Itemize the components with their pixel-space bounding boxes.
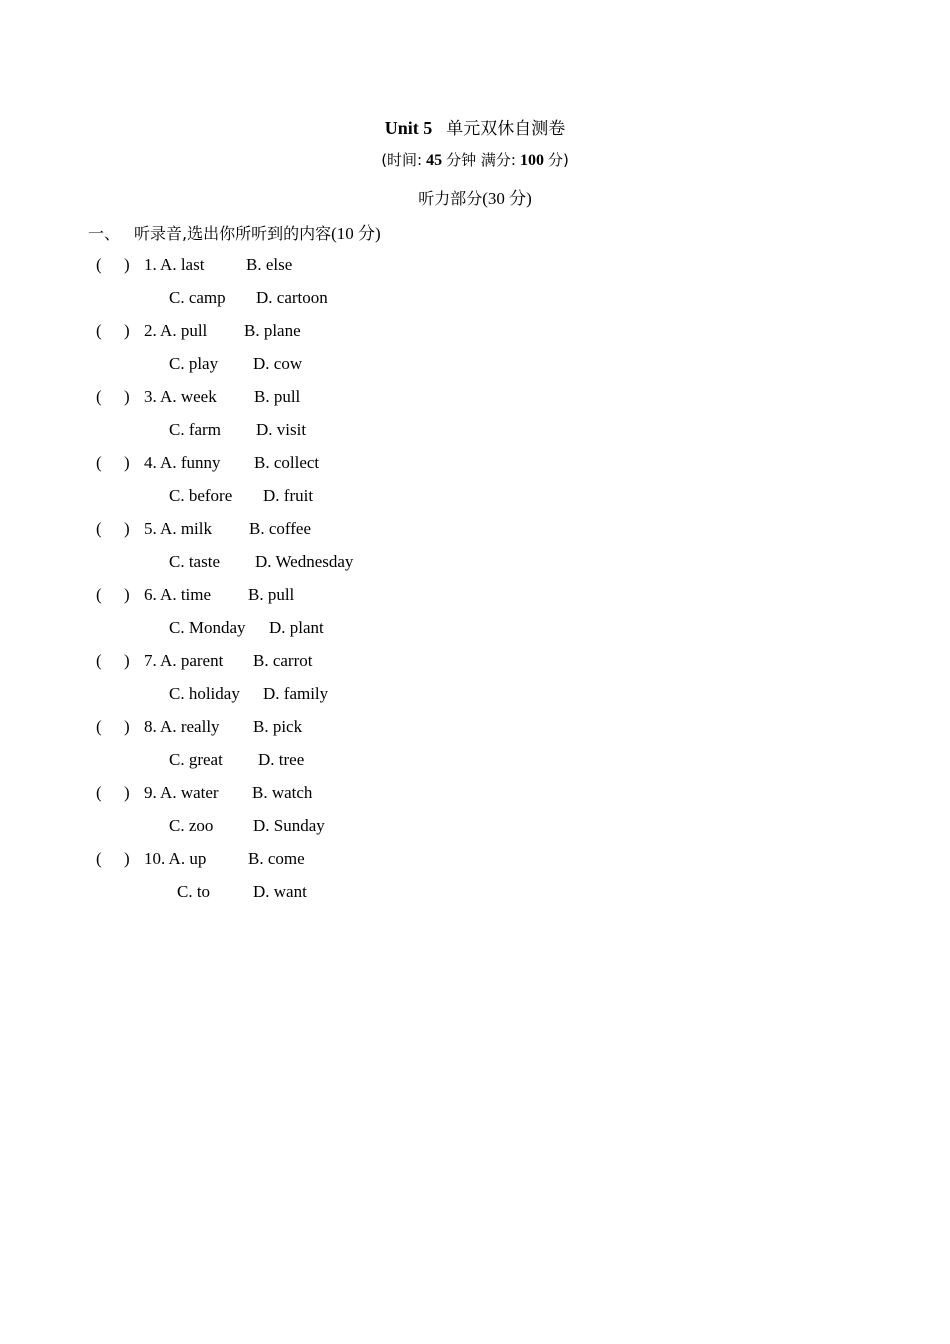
answer-blank-close: ) (124, 585, 130, 604)
option-c: C. zoo (169, 816, 214, 835)
question-row-continued (0, 550, 950, 574)
title-unit: Unit 5 (384, 118, 433, 138)
option-b: B. collect (254, 453, 320, 472)
answer-blank-close: ) (124, 321, 130, 340)
option-c: C. camp (169, 288, 226, 307)
option-a: 6. A. time (144, 585, 212, 604)
option-b: B. come (248, 849, 305, 868)
answer-blank-open[interactable]: ( (96, 849, 102, 868)
info-score-value: 100 (519, 152, 544, 169)
answer-blank-close: ) (124, 387, 130, 406)
answer-blank-open[interactable]: ( (96, 651, 102, 670)
option-d: D. Wednesday (255, 552, 354, 571)
question-row-continued (0, 682, 950, 706)
answer-blank-open[interactable]: ( (96, 387, 102, 406)
answer-blank-close: ) (124, 849, 130, 868)
option-b: B. plane (244, 321, 301, 340)
question-row (0, 583, 950, 607)
option-c: C. farm (169, 420, 221, 439)
option-d: D. Sunday (253, 816, 325, 835)
option-b: B. pick (253, 717, 303, 736)
section-instruction (88, 219, 381, 244)
part-heading (0, 184, 950, 209)
answer-blank-close: ) (124, 783, 130, 802)
option-a: 2. A. pull (144, 321, 208, 340)
page-title (0, 114, 950, 139)
option-c: C. great (169, 750, 223, 769)
question-row-continued (0, 418, 950, 442)
option-a: 9. A. water (144, 783, 219, 802)
option-d: D. family (263, 684, 329, 703)
section-instruction-text: 听录音,选出你所听到的内容 (134, 224, 332, 243)
question-row-continued (0, 616, 950, 640)
option-c: C. to (177, 882, 211, 901)
question-row-continued (0, 880, 950, 904)
answer-blank-open[interactable]: ( (96, 717, 102, 736)
option-c: C. before (169, 486, 233, 505)
section-score: (10 分) (331, 224, 381, 243)
option-b: B. carrot (253, 651, 313, 670)
option-d: D. tree (258, 750, 305, 769)
answer-blank-close: ) (124, 651, 130, 670)
part-heading-label: 听力部分 (418, 189, 483, 208)
option-c: C. play (169, 354, 219, 373)
question-row (0, 781, 950, 805)
question-row-continued (0, 748, 950, 772)
question-row (0, 253, 950, 277)
answer-blank-close: ) (124, 717, 130, 736)
question-row (0, 385, 950, 409)
answer-blank-close: ) (124, 453, 130, 472)
info-score-unit: 分) (547, 151, 569, 169)
section-number: 一、 (88, 224, 121, 243)
option-a: 5. A. milk (144, 519, 213, 538)
option-d: D. plant (269, 618, 324, 637)
option-a: 1. A. last (144, 255, 205, 274)
question-row (0, 847, 950, 871)
question-row-continued (0, 484, 950, 508)
question-row (0, 451, 950, 475)
question-row (0, 319, 950, 343)
option-a: 7. A. parent (144, 651, 224, 670)
option-d: D. visit (256, 420, 307, 439)
option-d: D. cartoon (256, 288, 328, 307)
option-a: 10. A. up (144, 849, 207, 868)
answer-blank-close: ) (124, 255, 130, 274)
question-row-continued (0, 814, 950, 838)
answer-blank-open[interactable]: ( (96, 255, 102, 274)
option-c: C. taste (169, 552, 220, 571)
title-chinese: 单元双休自测卷 (446, 119, 566, 139)
option-a: 3. A. week (144, 387, 217, 406)
question-row (0, 517, 950, 541)
option-b: B. watch (252, 783, 313, 802)
answer-blank-close: ) (124, 519, 130, 538)
answer-blank-open[interactable]: ( (96, 321, 102, 340)
answer-blank-open[interactable]: ( (96, 519, 102, 538)
question-row-continued (0, 286, 950, 310)
option-a: 8. A. really (144, 717, 220, 736)
option-b: B. pull (248, 585, 295, 604)
info-time-label: (时间: (381, 151, 423, 169)
part-heading-score: (30 分) (482, 189, 532, 208)
info-time-value: 45 (426, 152, 443, 169)
question-row-continued (0, 352, 950, 376)
option-b: B. coffee (249, 519, 311, 538)
option-c: C. holiday (169, 684, 240, 703)
option-b: B. pull (254, 387, 301, 406)
option-d: D. fruit (263, 486, 314, 505)
answer-blank-open[interactable]: ( (96, 585, 102, 604)
question-row (0, 649, 950, 673)
option-c: C. Monday (169, 618, 246, 637)
exam-info (0, 149, 950, 170)
option-d: D. want (253, 882, 307, 901)
answer-blank-open[interactable]: ( (96, 783, 102, 802)
answer-blank-open[interactable]: ( (96, 453, 102, 472)
option-d: D. cow (253, 354, 303, 373)
question-row (0, 715, 950, 739)
info-time-unit: 分钟 满分: (446, 151, 516, 169)
option-b: B. else (246, 255, 293, 274)
option-a: 4. A. funny (144, 453, 221, 472)
